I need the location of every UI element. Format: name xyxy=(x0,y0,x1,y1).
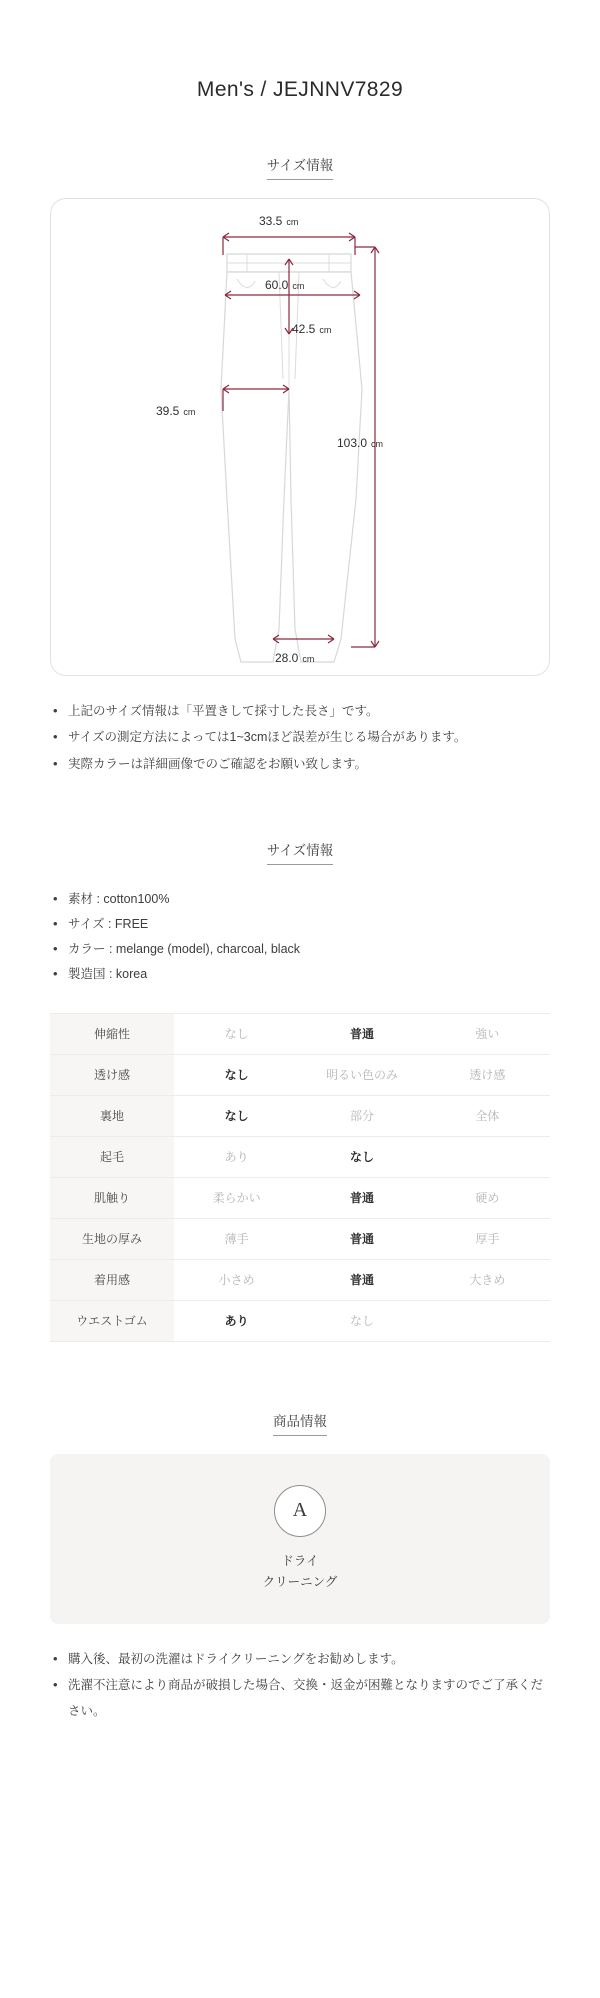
list-item: • 購入後、最初の洗濯はドライクリーニングをお勧めします。 xyxy=(50,1646,550,1672)
spec-table xyxy=(50,1013,550,1342)
spec-option: 部分 xyxy=(349,1109,374,1124)
spec-option xyxy=(425,1300,550,1341)
info-section-heading xyxy=(50,839,550,865)
info-section-heading-text: サイズ情報 xyxy=(267,839,333,865)
spec-option: 明るい色のみ xyxy=(325,1068,398,1083)
size-section-heading xyxy=(50,154,550,180)
size-notes-list xyxy=(50,698,550,777)
spec-option: 普通 xyxy=(349,1273,374,1288)
list-item: • サイズの測定方法によっては1~3cmほど誤差が生じる場合があります。 xyxy=(50,724,550,750)
spec-option: 硬め xyxy=(475,1191,500,1206)
dry-clean-icon xyxy=(274,1485,326,1537)
spec-label: 肌触り xyxy=(50,1177,174,1218)
list-item: • カラー : melange (model), charcoal, black xyxy=(50,937,550,962)
spec-label: 着用感 xyxy=(50,1259,174,1300)
spec-option: あり xyxy=(224,1150,249,1165)
spec-option: 普通 xyxy=(349,1191,374,1206)
dry-clean-symbol: A xyxy=(292,1499,308,1521)
spec-label: 裏地 xyxy=(50,1095,174,1136)
care-instruction-box xyxy=(50,1454,550,1624)
spec-option xyxy=(425,1136,550,1177)
spec-option: 大きめ xyxy=(469,1273,506,1288)
list-item: • 上記のサイズ情報は「平置きして採寸した長さ」です。 xyxy=(50,698,550,724)
spec-option: なし xyxy=(224,1027,249,1042)
product-section-heading-text: 商品情報 xyxy=(273,1410,327,1436)
table-row xyxy=(50,1218,550,1259)
care-notes-list xyxy=(50,1646,550,1725)
size-diagram xyxy=(50,198,550,676)
spec-option: 透け感 xyxy=(469,1068,506,1083)
garment-illustration xyxy=(221,254,362,662)
list-item: • サイズ : FREE xyxy=(50,912,550,937)
dimension-waist-value: 33.5 cm xyxy=(259,214,299,228)
table-row xyxy=(50,1300,550,1341)
spec-label: 伸縮性 xyxy=(50,1013,174,1054)
dimension-thigh-value: 39.5 cm xyxy=(156,404,196,418)
spec-label: 生地の厚み xyxy=(50,1218,174,1259)
spec-option: 全体 xyxy=(475,1109,500,1124)
table-row xyxy=(50,1259,550,1300)
product-section-heading xyxy=(50,1410,550,1436)
spec-option: 柔らかい xyxy=(212,1191,261,1206)
dimension-hip-value: 60.0 cm xyxy=(265,278,305,292)
table-row xyxy=(50,1177,550,1218)
table-row xyxy=(50,1013,550,1054)
pants-measurement-diagram xyxy=(51,199,550,676)
spec-option: 薄手 xyxy=(224,1232,249,1247)
spec-option: 普通 xyxy=(349,1232,374,1247)
spec-option: なし xyxy=(349,1314,374,1329)
info-list xyxy=(50,887,550,987)
table-row xyxy=(50,1054,550,1095)
table-row xyxy=(50,1136,550,1177)
spec-option: なし xyxy=(224,1068,249,1083)
list-item: • 素材 : cotton100% xyxy=(50,887,550,912)
spec-option: 厚手 xyxy=(475,1232,500,1247)
size-section-heading-text: サイズ情報 xyxy=(267,154,333,180)
page-title: Men's / JEJNNV7829 xyxy=(196,78,404,101)
list-item: • 洗濯不注意により商品が破損した場合、交換・返金が困難となりますのでご了承ください。 xyxy=(50,1672,550,1725)
list-item: • 実際カラーは詳細画像でのご確認をお願い致します。 xyxy=(50,751,550,777)
spec-label: 透け感 xyxy=(50,1054,174,1095)
spec-option: 強い xyxy=(475,1027,500,1042)
dimension-hem-value: 28.0 cm xyxy=(275,651,315,665)
care-label-line1: ドライ xyxy=(281,1553,319,1568)
table-row xyxy=(50,1095,550,1136)
list-item: • 製造国 : korea xyxy=(50,962,550,987)
spec-label: 起毛 xyxy=(50,1136,174,1177)
spec-option: あり xyxy=(224,1314,249,1329)
care-label-line2: クリーニング xyxy=(262,1574,338,1589)
spec-option: 小さめ xyxy=(218,1273,255,1288)
care-label xyxy=(263,1551,338,1594)
spec-label: ウエストゴム xyxy=(50,1300,174,1341)
spec-option: なし xyxy=(349,1150,374,1165)
dimension-total-length-value: 103.0 cm xyxy=(337,436,384,450)
dimension-waist xyxy=(223,214,355,255)
dimension-rise-value: 42.5 cm xyxy=(292,322,332,336)
spec-option: 普通 xyxy=(349,1027,374,1042)
product-detail-page xyxy=(0,78,600,1725)
spec-option: なし xyxy=(224,1109,249,1124)
